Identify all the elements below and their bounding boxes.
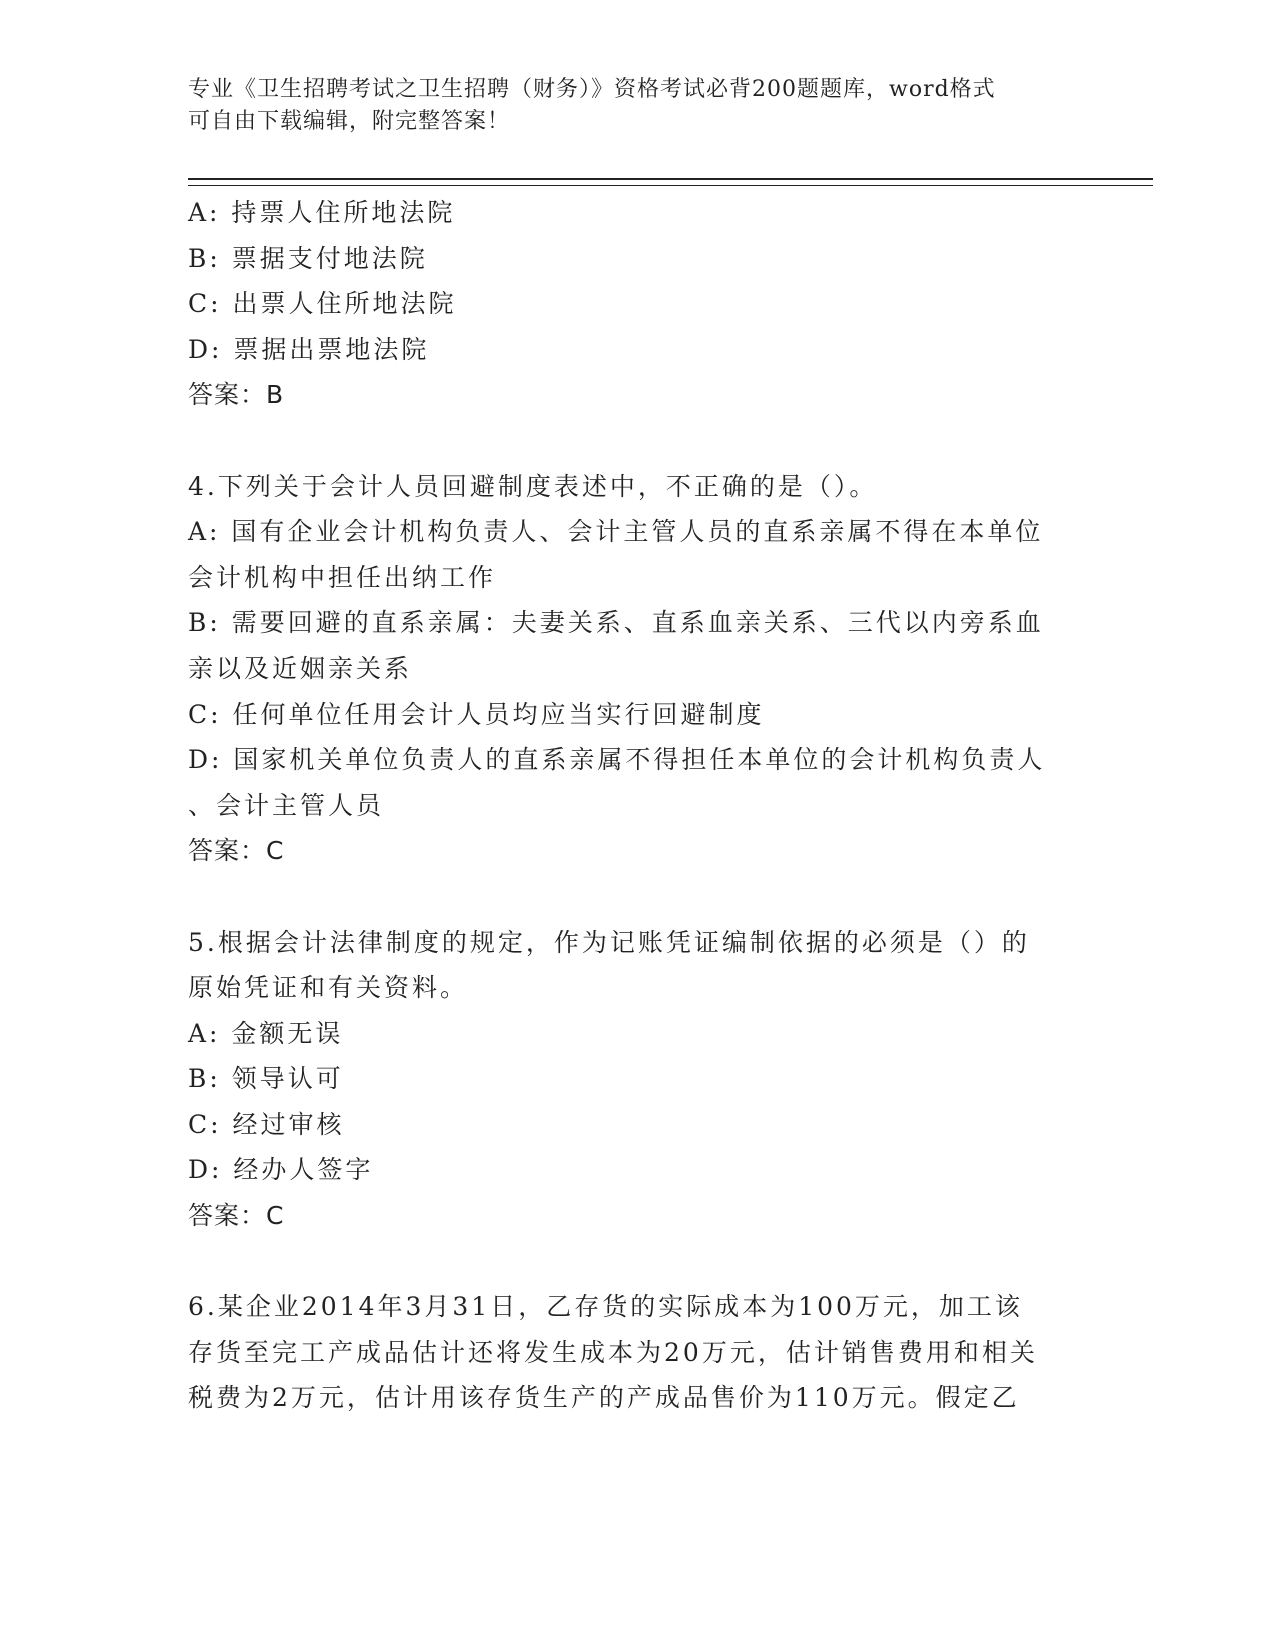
q4-option-b-line-2: 亲以及近姻亲关系: [188, 653, 413, 683]
q6-stem-line-3: 税费为2万元，估计用该存货生产的产成品售价为110万元。假定乙: [188, 1383, 1020, 1413]
q4-answer: 答案：C: [188, 836, 285, 866]
q4-stem: 4.下列关于会计人员回避制度表述中，不正确的是（）。: [188, 471, 878, 501]
spacer: [188, 1239, 1083, 1285]
page-header: [188, 74, 1088, 138]
q6-stem-line-2: 存货至完工产成品估计还将发生成本为20万元，估计销售费用和相关: [188, 1337, 1038, 1367]
q5-option-b: B: 领导认可: [188, 1064, 344, 1094]
q4-option-c: C: 任何单位任用会计人员均应当实行回避制度: [188, 699, 765, 729]
question-3-block: [188, 190, 1083, 418]
q3-option-d: D: 票据出票地法院: [188, 334, 430, 364]
q5-option-a: A: 金额无误: [188, 1018, 344, 1048]
q5-stem-line-1: 5.根据会计法律制度的规定，作为记账凭证编制依据的必须是（）的: [188, 927, 1030, 957]
spacer: [188, 418, 1083, 464]
question-4-block: [188, 464, 1083, 874]
header-title-line-1: 专业《卫生招聘考试之卫生招聘（财务）》资格考试必背200题题库，word格式: [188, 77, 996, 102]
document-body: [188, 190, 1083, 1421]
q3-option-c: C: 出票人住所地法院: [188, 289, 457, 319]
q3-option-b: B: 票据支付地法院: [188, 243, 428, 273]
header-title-line-2: 可自由下载编辑，附完整答案！: [188, 109, 511, 134]
q6-stem-line-1: 6.某企业2014年3月31日，乙存货的实际成本为100万元，加工该: [188, 1292, 1023, 1322]
q5-option-d: D: 经办人签字: [188, 1155, 374, 1185]
q4-option-b-line-1: B: 需要回避的直系亲属：夫妻关系、直系血亲关系、三代以内旁系血: [188, 608, 1044, 638]
question-6-block: [188, 1284, 1083, 1421]
q5-option-c: C: 经过审核: [188, 1109, 345, 1139]
q5-answer: 答案：C: [188, 1201, 285, 1231]
q5-stem-line-2: 原始凭证和有关资料。: [188, 973, 469, 1003]
question-5-block: [188, 920, 1083, 1239]
q4-option-d-line-1: D: 国家机关单位负责人的直系亲属不得担任本单位的会计机构负责人: [188, 745, 1046, 775]
spacer: [188, 874, 1083, 920]
q4-option-d-line-2: 、会计主管人员: [188, 790, 385, 820]
q4-option-a-line-1: A: 国有企业会计机构负责人、会计主管人员的直系亲属不得在本单位: [188, 517, 1044, 547]
q4-option-a-line-2: 会计机构中担任出纳工作: [188, 562, 497, 592]
q3-option-a: A: 持票人住所地法院: [188, 198, 456, 227]
header-divider: [188, 178, 1153, 186]
q3-answer: 答案：B: [188, 380, 285, 410]
